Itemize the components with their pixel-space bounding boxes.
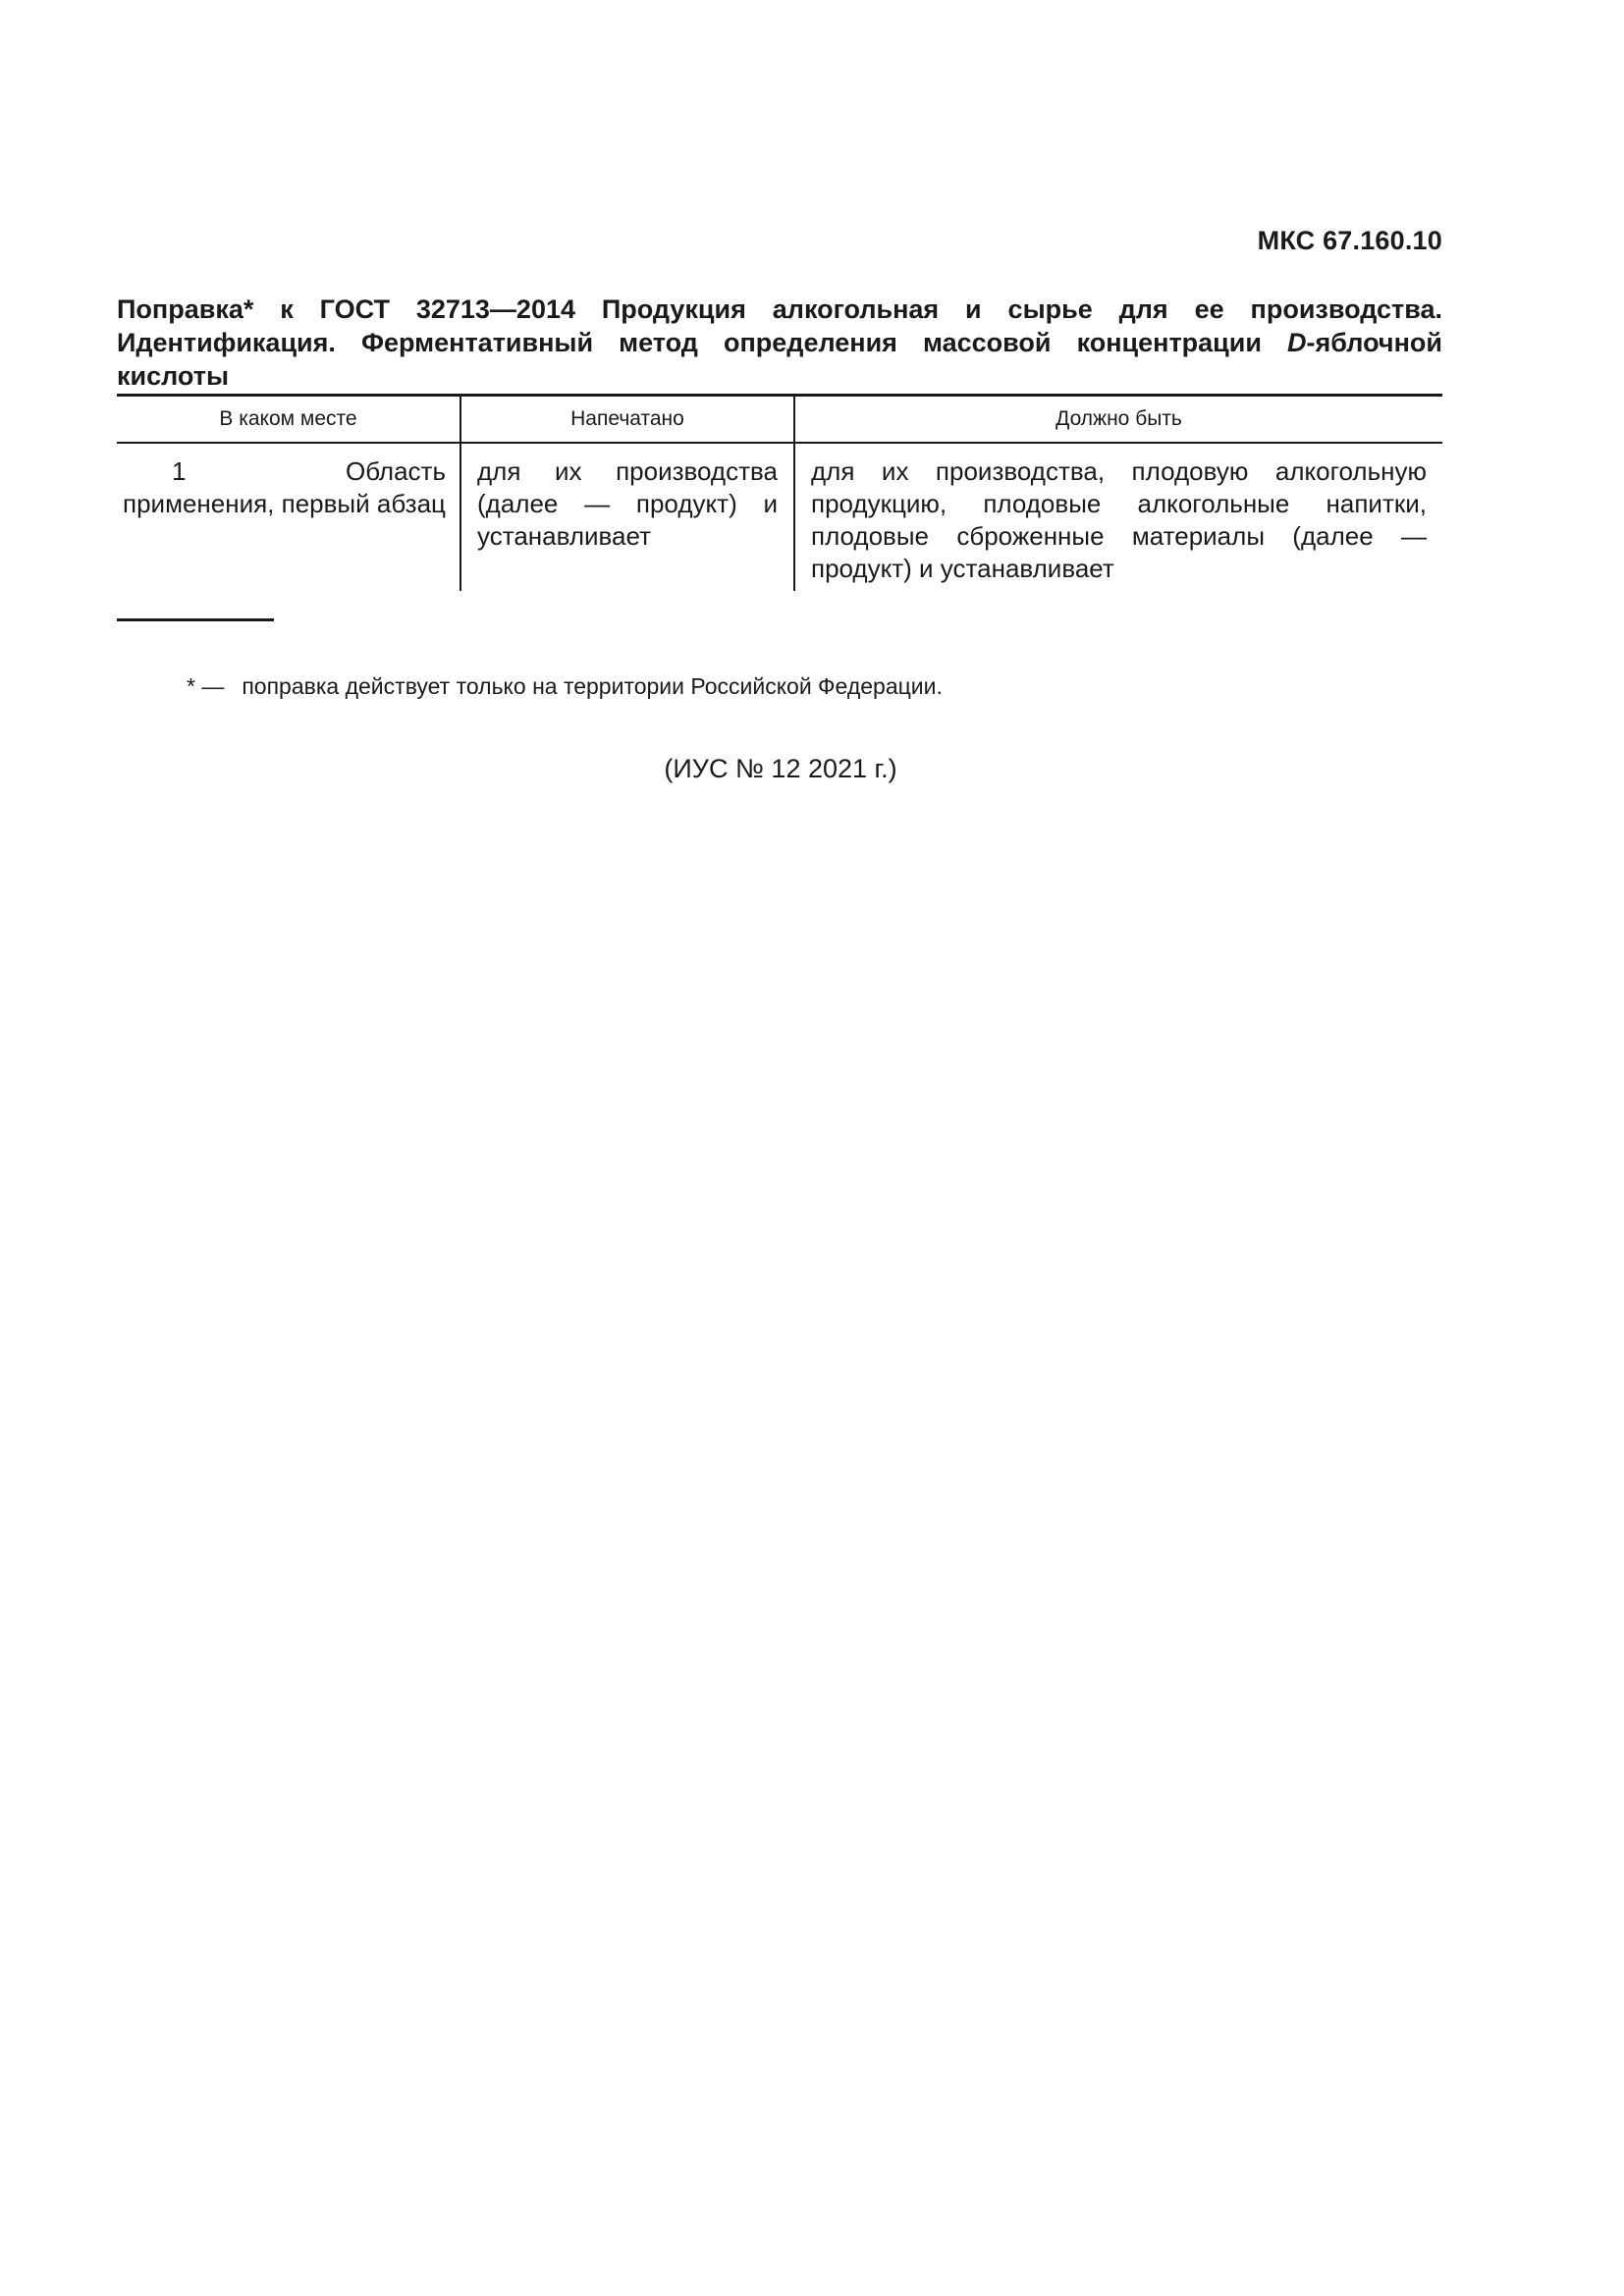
footnote-mark: * — (187, 673, 225, 699)
title-text-end: -яблочной кислоты (117, 328, 1442, 391)
footnote-text: поправка действует только на территории Российской Федерации. (242, 673, 943, 699)
cell-should-be: для их производства, плодовую алкогольную продукцию, плодовые алкогольные напитки, плодовые сброженные материалы (далее — продукт) и устанавливает (794, 443, 1442, 591)
ius-reference: (ИУС № 12 2021 г.) (664, 754, 897, 783)
document-title (117, 293, 1442, 393)
cell-place-text: 1 Область применения, первый абзац (123, 456, 446, 518)
table-row (117, 443, 1442, 591)
table-header-row (117, 396, 1442, 444)
correction-table (117, 394, 1442, 591)
header-place: В каком месте (117, 396, 460, 444)
footnote (187, 673, 943, 700)
title-text: Поправка* к ГОСТ 32713—2014 Продукция алкогольная и сырье для ее производства. Идентификация. Ферментативный метод определения массовой концентрации (117, 294, 1442, 357)
header-should-be: Должно быть (794, 396, 1442, 444)
cell-place (117, 443, 460, 591)
footnote-divider (117, 618, 274, 621)
cell-printed: для их производства (далее — продукт) и устанавливает (460, 443, 794, 591)
classification-code: МКС 67.160.10 (1257, 226, 1442, 255)
title-italic-letter: D (1287, 328, 1307, 357)
header-printed: Напечатано (460, 396, 794, 444)
